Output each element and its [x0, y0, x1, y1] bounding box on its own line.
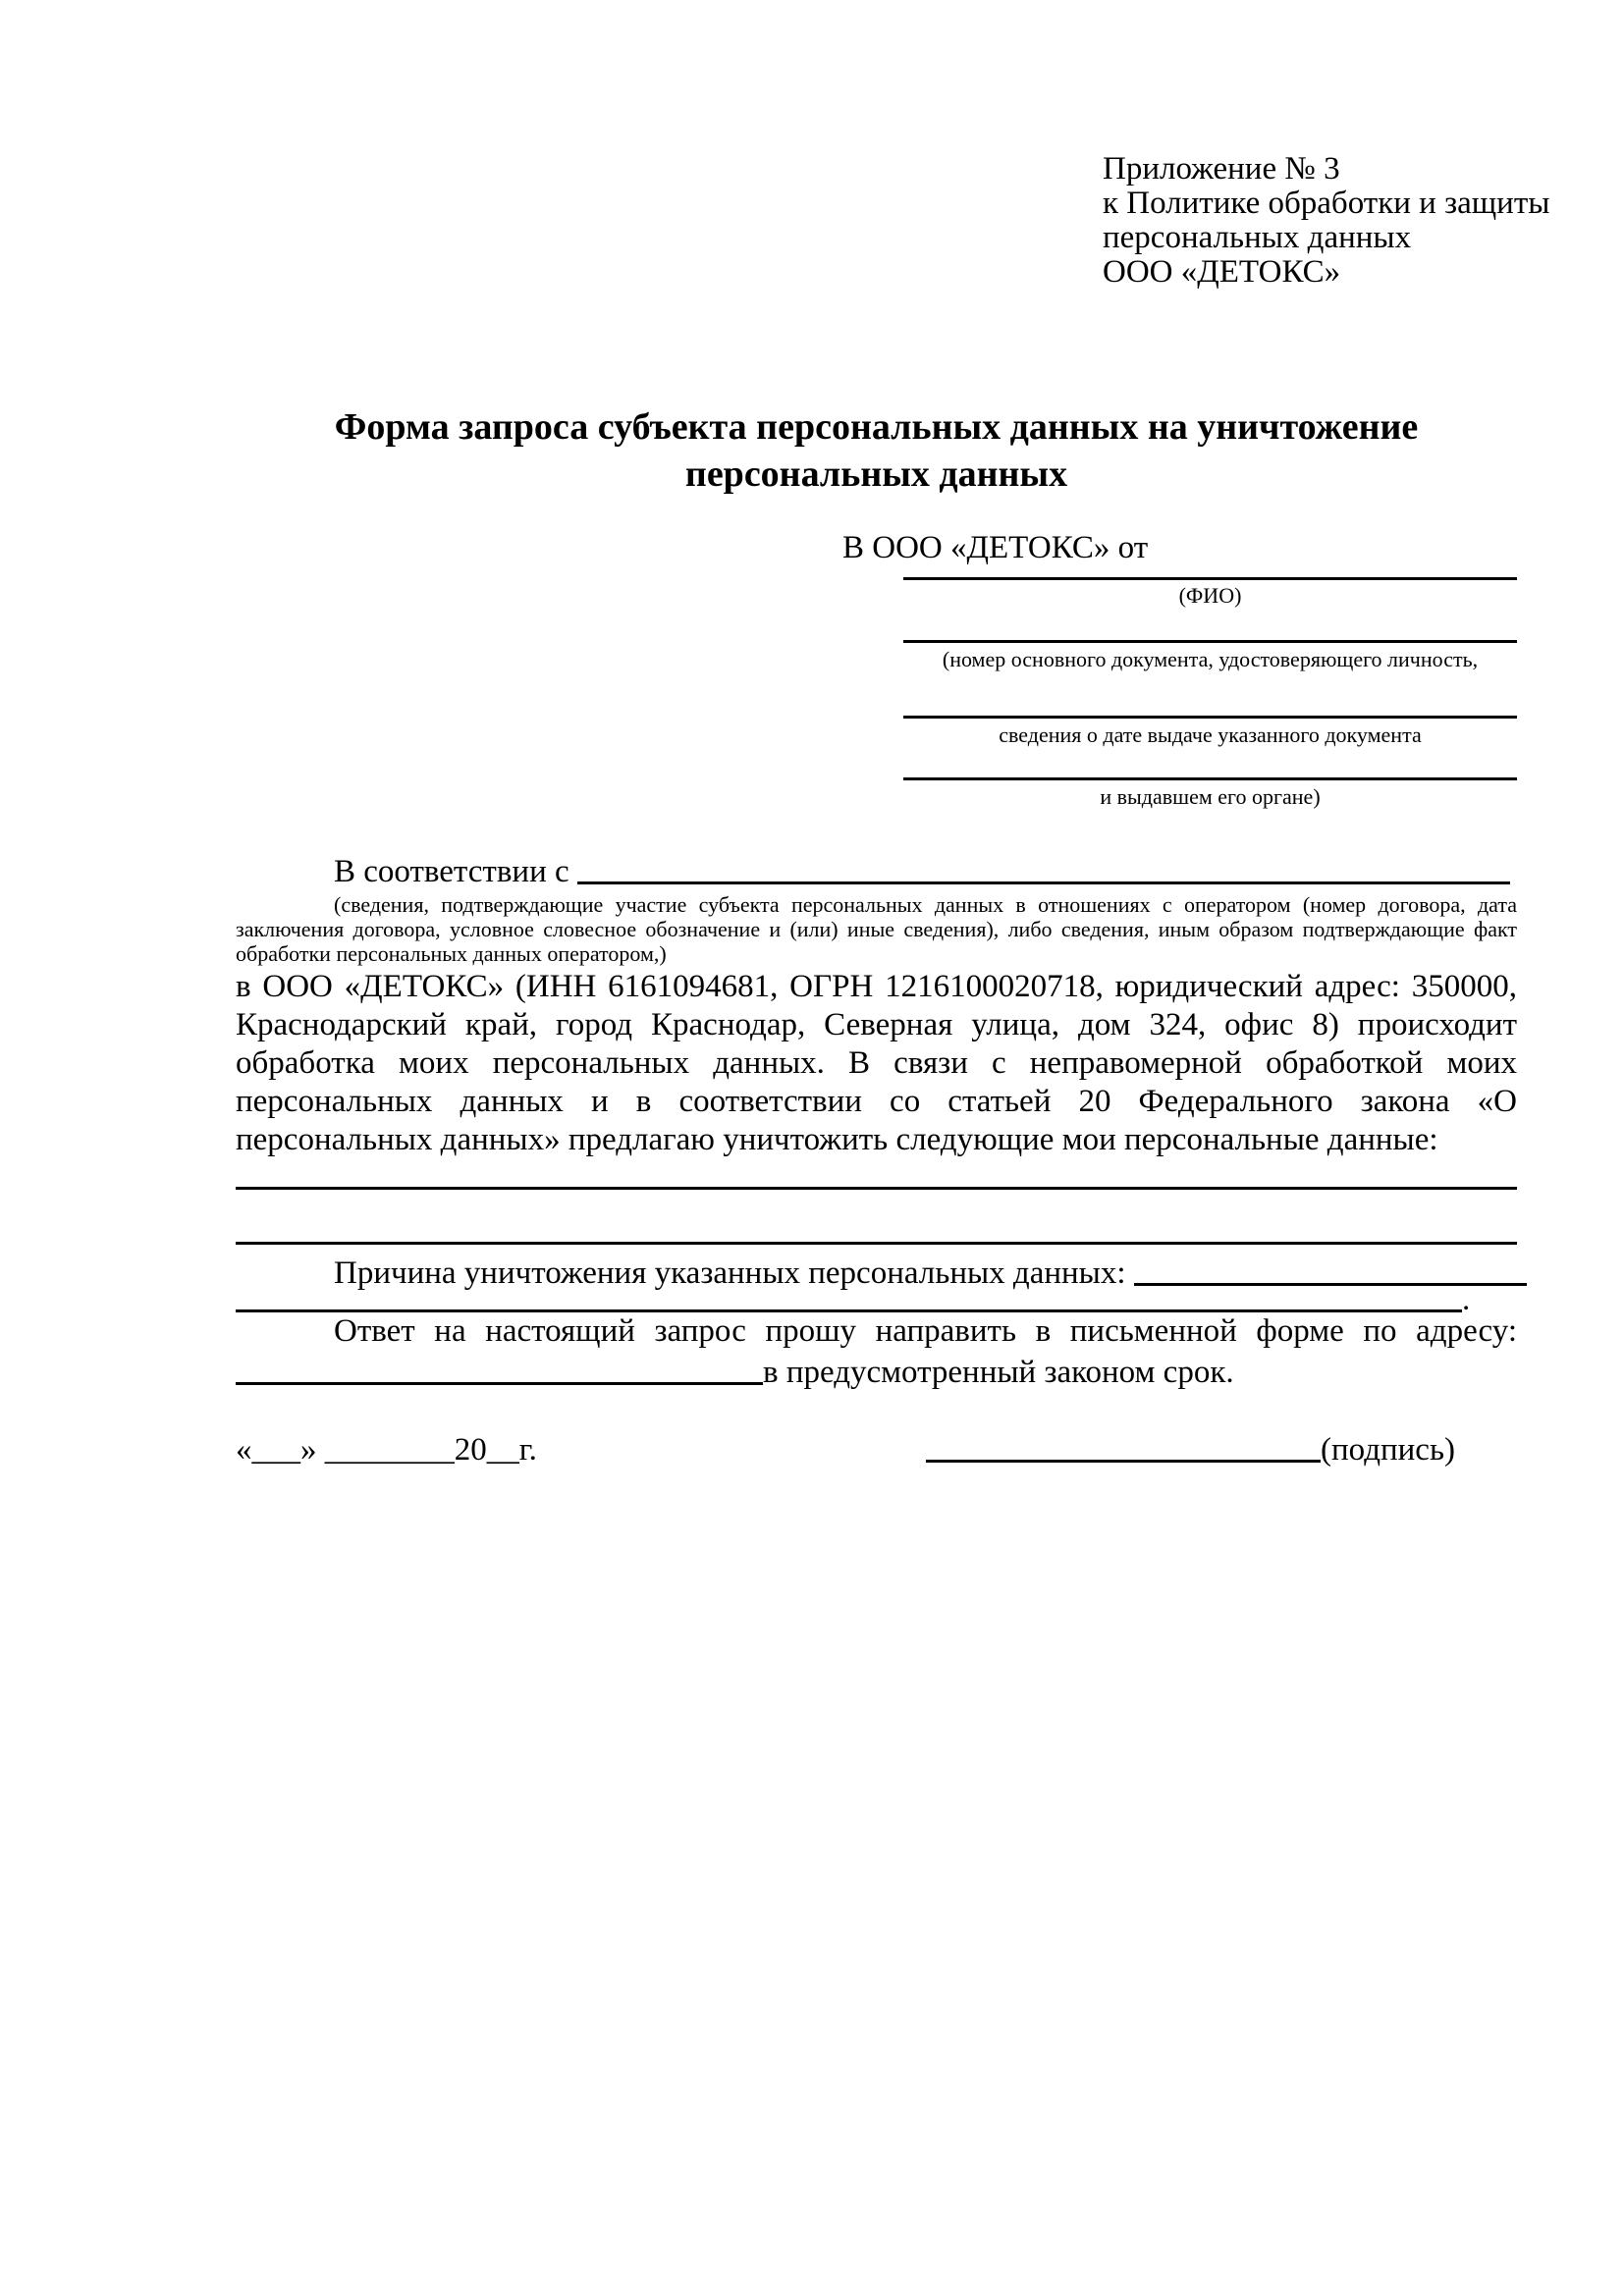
appendix-line: персональных данных: [1103, 220, 1412, 255]
period: .: [1462, 1282, 1471, 1317]
fio-caption: (ФИО): [1178, 583, 1242, 608]
reason-continuation-blank-line: [236, 1309, 1462, 1312]
issue-date-blank-line: [903, 716, 1517, 719]
appendix-block: [1103, 152, 1549, 290]
signature-row: [926, 1432, 1455, 1468]
address-blank-line: [236, 1382, 763, 1385]
recipient-line: В ООО «ДЕТОКС» от: [842, 530, 1149, 565]
accordance-blank-line: [577, 881, 1510, 884]
document-number-caption: (номер основного документа, удостоверяющего личность,: [942, 647, 1479, 671]
accordance-row: [334, 854, 1510, 890]
accordance-lead: В соответствии с: [334, 854, 569, 889]
date-line: «___» ________20__г.: [236, 1432, 537, 1468]
appendix-line: Приложение № 3: [1103, 151, 1340, 187]
body-paragraph: в ООО «ДЕТОКС» (ИНН 6161094681, ОГРН 1216100020718, юридический адрес: 350000, Краснодарский край, город Краснодар, Северная улица, дом 324, офис 8) происходит обработка моих персональных данных. В связи с неправомерной обработкой моих персональных данных и в соответствии со статьей 20 Федерального закона «О персональных данных» предлагаю уничтожить следующие мои персональные данные:: [236, 969, 1517, 1157]
document-number-blank-line: [903, 640, 1517, 643]
fio-blank-line: [903, 577, 1517, 580]
signature-blank-line: [926, 1460, 1321, 1463]
response-tail: в предусмотренный законом срок.: [763, 1355, 1234, 1390]
issue-date-caption: сведения о дате выдаче указанного документа: [999, 722, 1422, 747]
appendix-line: ООО «ДЕТОКС»: [1103, 254, 1341, 290]
issuing-authority-blank-line: [903, 777, 1517, 780]
document-title: [236, 403, 1517, 498]
response-address-row: [236, 1355, 1234, 1391]
personal-data-blank-line: [236, 1242, 1517, 1245]
issuing-authority-caption: и выдавшем его органе): [1100, 784, 1321, 809]
signature-caption: (подпись): [1321, 1432, 1455, 1468]
personal-data-blank-line: [236, 1187, 1517, 1190]
document-title-line: Форма запроса субъекта персональных данных на уничтожение: [334, 406, 1419, 448]
reason-label: Причина уничтожения указанных персональных данных:: [334, 1255, 1126, 1291]
response-request-line: Ответ на настоящий запрос прошу направить в письменной форме по адресу:: [334, 1313, 1517, 1349]
document-title-line: персональных данных: [684, 454, 1068, 495]
accordance-note: (сведения, подтверждающие участие субъекта персональных данных в отношениях с оператором (номер договора, дата заключения договора, условное словесное обозначение и (или) иные сведения), либо сведения, иным образом подтверждающие факт обработки персональных данных оператором,): [236, 892, 1517, 966]
appendix-line: к Политике обработки и защиты: [1103, 186, 1550, 221]
